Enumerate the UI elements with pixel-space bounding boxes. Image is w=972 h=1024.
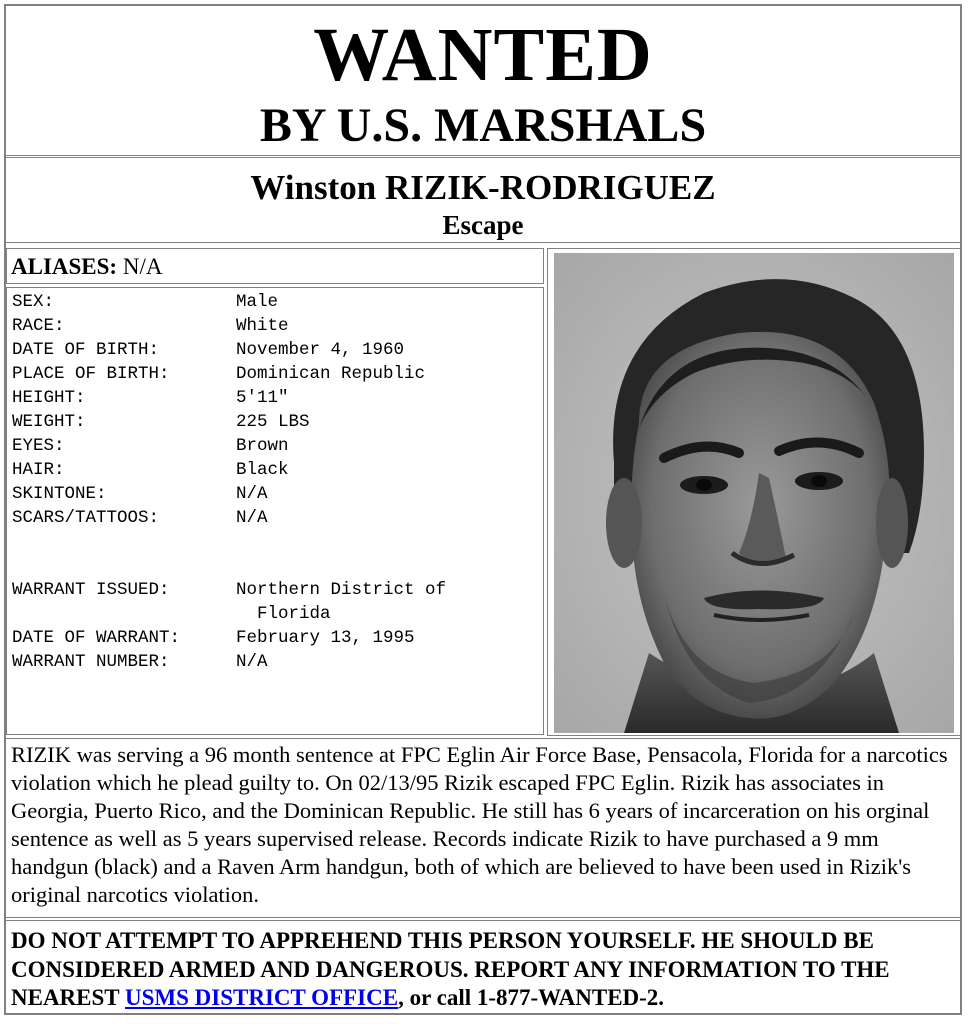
detail-label: PLACE OF BIRTH: (12, 364, 170, 384)
warning-section (4, 920, 962, 1015)
warrant-value: Northern District of (236, 580, 447, 600)
warning-text (11, 927, 955, 1013)
detail-value: 225 LBS (236, 412, 310, 432)
case-description: RIZIK was serving a 96 month sentence at FPC Eglin Air Force Base, Pensacola, Florida for a narcotics violation which he plead guilty to. On 02/13/95 Rizik escaped FPC Eglin. Rizik has associates in Georgia, Puerto Rico, and the Dominican Republic. He still has 6 years of incarceration on his orginal sentence as well as 5 years supervised release. Records indicate Rizik to have purchased a 9 mm handgun (black) and a Raven Arm handgun, both of which are believed to have been used in Rizik's original narcotics violation. (11, 742, 948, 907)
photo-section (547, 248, 961, 736)
detail-label: SKINTONE: (12, 484, 107, 504)
warrant-value: N/A (236, 652, 268, 672)
agency-subtitle: BY U.S. MARSHALS (259, 99, 707, 152)
detail-label: EYES: (12, 436, 65, 456)
detail-label: HAIR: (12, 460, 65, 480)
description-section (4, 738, 962, 918)
warrant-label: WARRANT NUMBER: (12, 652, 170, 672)
detail-value: Black (236, 460, 289, 480)
detail-value: White (236, 316, 289, 336)
warrant-value: February 13, 1995 (236, 628, 415, 648)
detail-value: Male (236, 292, 279, 312)
detail-value: 5'11" (236, 388, 289, 408)
warrant-label: WARRANT ISSUED: (12, 580, 170, 600)
detail-label: DATE OF BIRTH: (12, 340, 160, 360)
subject-charge: Escape (442, 210, 524, 240)
subject-name: Winston RIZIK-RODRIGUEZ (250, 168, 716, 207)
detail-value: Dominican Republic (236, 364, 426, 384)
warning-text-end: , or call 1-877-WANTED-2. (398, 985, 665, 1010)
suspect-photo (554, 253, 954, 733)
detail-label: SCARS/TATTOOS: (12, 508, 160, 528)
detail-label: SEX: (12, 292, 55, 312)
detail-value: N/A (236, 484, 268, 504)
detail-label: HEIGHT: (12, 388, 86, 408)
detail-value: November 4, 1960 (236, 340, 405, 360)
warrant-label: DATE OF WARRANT: (12, 628, 181, 648)
detail-label: RACE: (12, 316, 65, 336)
details-section (6, 287, 544, 735)
warning-text-start: DO NOT ATTEMPT TO APPREHEND THIS PERSON YOURSELF. HE SHOULD BE CONSIDERED ARMED AND DANGEROUS. REPORT ANY INFORMATION TO THE NEAREST (11, 928, 890, 1010)
aliases-line (11, 253, 162, 281)
subject-section (4, 157, 962, 243)
warrant-value-continued: Florida (236, 604, 331, 624)
title-section (4, 4, 962, 156)
detail-value: Brown (236, 436, 289, 456)
detail-label: WEIGHT: (12, 412, 86, 432)
detail-value: N/A (236, 508, 268, 528)
usms-district-office-link[interactable]: USMS DISTRICT OFFICE (124, 985, 399, 1010)
wanted-title: WANTED (313, 13, 653, 97)
aliases-label: ALIASES: (11, 254, 118, 279)
aliases-value: N/A (122, 254, 163, 279)
aliases-section (6, 248, 544, 284)
